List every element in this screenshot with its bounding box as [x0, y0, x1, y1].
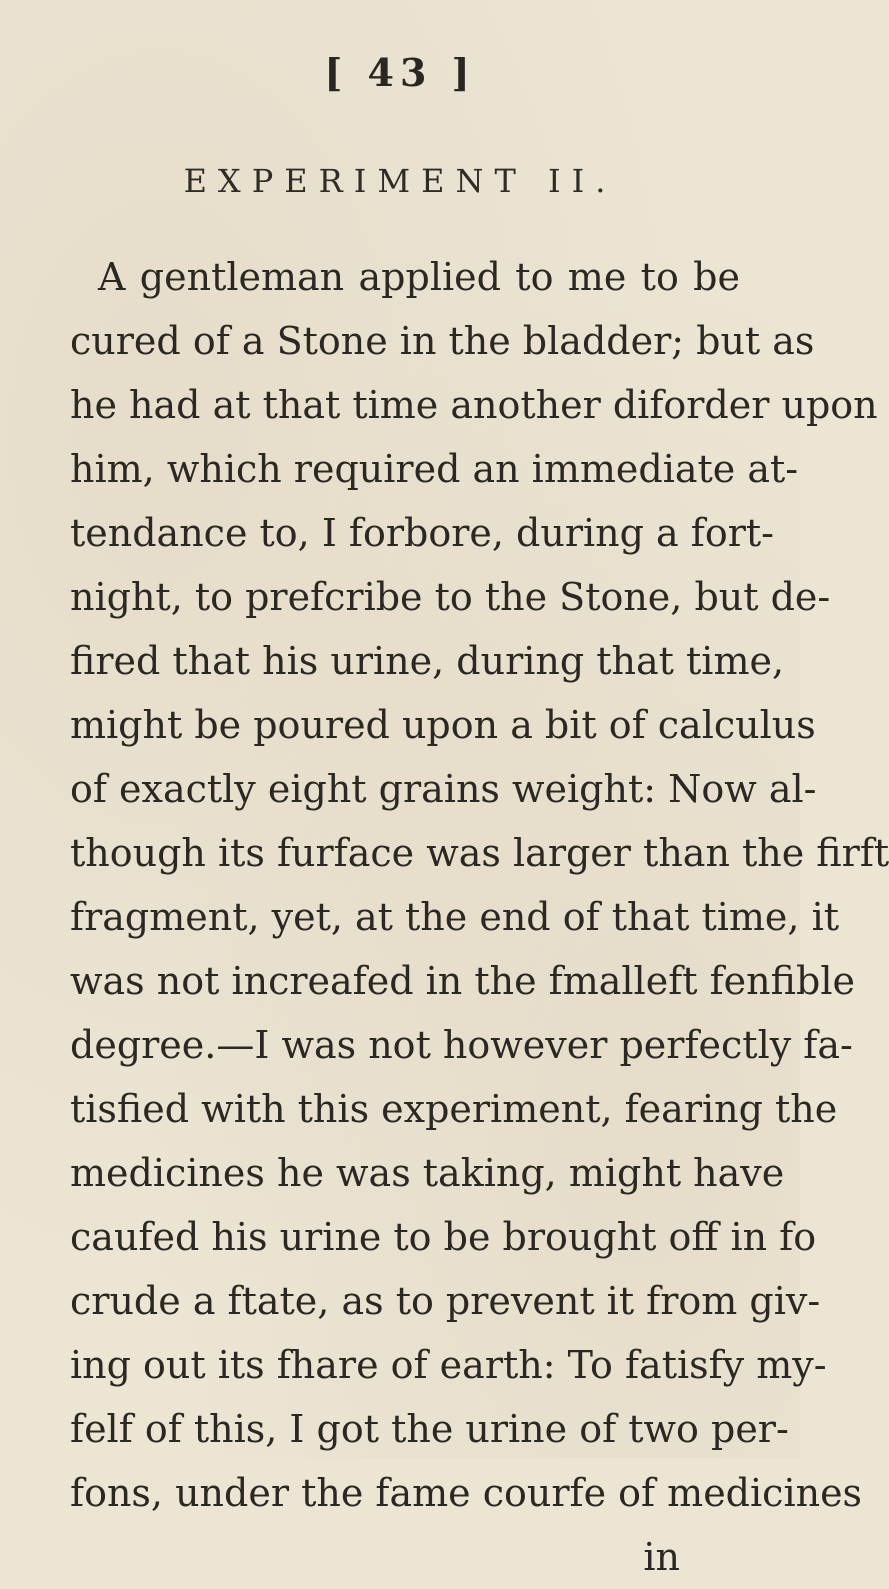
catchword: in [643, 1535, 680, 1579]
text-line: night, to prefcribe to the Stone, but de- [70, 575, 831, 619]
text-line: A gentleman applied to me to be [98, 255, 740, 299]
body-text [70, 245, 889, 1589]
text-line: him, which required an immediate at- [70, 447, 799, 491]
text-line: tisfied with this experiment, fearing the [70, 1087, 838, 1131]
text-line: might be poured upon a bit of calculus [70, 703, 816, 747]
text-line: was not increafed in the fmalleft fenfible [70, 959, 855, 1003]
text-line: fons, under the fame courfe of medicines [70, 1471, 863, 1515]
text-line: caufed his urine to be brought off in fo [70, 1215, 817, 1259]
text-line: ing out its fhare of earth: To fatisfy my- [70, 1343, 827, 1387]
text-line: medicines he was taking, might have [70, 1151, 785, 1195]
section-heading: EXPERIMENT II. [183, 162, 617, 200]
text-line: cured of a Stone in the bladder; but as [70, 319, 815, 363]
text-line: fired that his urine, during that time, [70, 639, 785, 683]
page-number: [ 43 ] [324, 50, 476, 95]
text-line: he had at that time another diforder upon [70, 383, 878, 427]
text-line: of exactly eight grains weight: Now al- [70, 767, 817, 811]
text-line: crude a ftate, as to prevent it from giv- [70, 1279, 821, 1323]
text-line: tendance to, I forbore, during a fort- [70, 511, 775, 555]
text-line: though its furface was larger than the firft [70, 831, 889, 875]
text-line: degree.—I was not however perfectly fa- [70, 1023, 853, 1067]
text-line: fragment, yet, at the end of that time, it [70, 895, 839, 939]
text-line: felf of this, I got the urine of two per- [70, 1407, 789, 1451]
